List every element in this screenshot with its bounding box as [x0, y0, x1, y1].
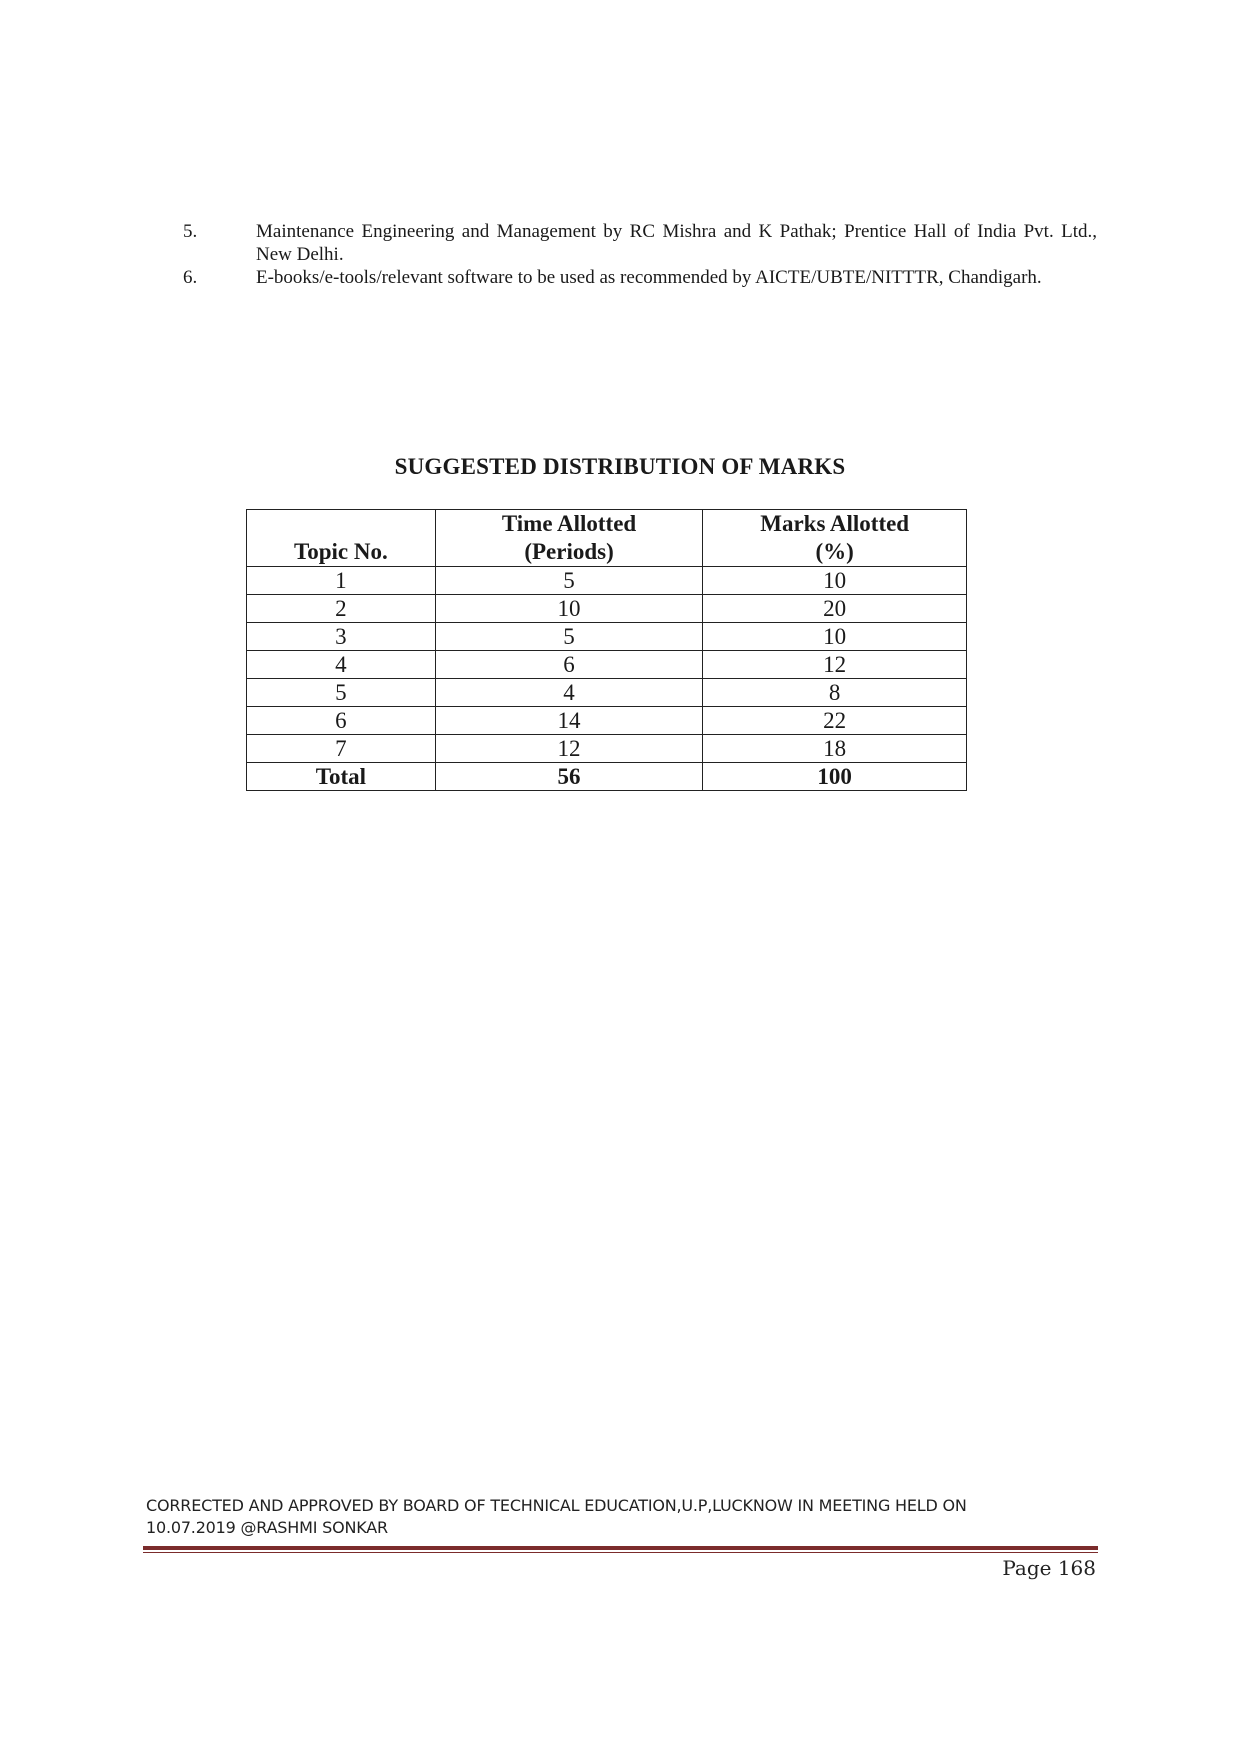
- header-time-line2: (Periods): [524, 539, 614, 564]
- reference-text: E-books/e-tools/relevant software to be used as recommended by AICTE/UBTE/NITTTR, Chandigarh.: [256, 267, 1042, 288]
- cell-total-time: 56: [435, 763, 703, 791]
- reference-number: 6.: [183, 267, 198, 288]
- footer-divider-thin: [143, 1552, 1098, 1553]
- cell-topic: 1: [247, 567, 436, 595]
- reference-list: [183, 220, 1097, 289]
- header-topic: Topic No.: [247, 510, 436, 567]
- table-row: [247, 707, 967, 735]
- header-marks: [703, 510, 967, 567]
- cell-time: 12: [435, 735, 703, 763]
- table-row: [247, 651, 967, 679]
- marks-distribution-table: [246, 509, 967, 791]
- cell-topic: 5: [247, 679, 436, 707]
- footer-approval-note: [146, 1495, 1106, 1539]
- page-number: Page 168: [1002, 1556, 1096, 1580]
- cell-marks: 10: [703, 567, 967, 595]
- cell-time: 4: [435, 679, 703, 707]
- header-marks-line1: Marks Allotted: [760, 511, 910, 536]
- reference-text: Maintenance Engineering and Management by RC Mishra and K Pathak; Prentice Hall of India Pvt. Ltd., New Delhi.: [256, 221, 1097, 265]
- cell-topic: 7: [247, 735, 436, 763]
- cell-topic: 3: [247, 623, 436, 651]
- table-row: [247, 623, 967, 651]
- table-row: [247, 735, 967, 763]
- cell-marks: 8: [703, 679, 967, 707]
- header-time: [435, 510, 703, 567]
- cell-time: 10: [435, 595, 703, 623]
- cell-total-marks: 100: [703, 763, 967, 791]
- table-row: [247, 595, 967, 623]
- cell-marks: 20: [703, 595, 967, 623]
- reference-number: 5.: [183, 221, 198, 242]
- cell-topic: 6: [247, 707, 436, 735]
- reference-item: [183, 266, 1097, 289]
- footer-divider: [143, 1546, 1098, 1550]
- cell-time: 6: [435, 651, 703, 679]
- cell-topic: 2: [247, 595, 436, 623]
- footer-line-1: CORRECTED AND APPROVED BY BOARD OF TECHNICAL EDUCATION,U.P,LUCKNOW IN MEETING HELD ON: [146, 1496, 967, 1515]
- cell-marks: 18: [703, 735, 967, 763]
- cell-time: 5: [435, 567, 703, 595]
- header-marks-line2: (%): [815, 539, 854, 564]
- header-time-line1: Time Allotted: [501, 511, 637, 536]
- cell-marks: 10: [703, 623, 967, 651]
- cell-marks: 22: [703, 707, 967, 735]
- cell-total-label: Total: [247, 763, 436, 791]
- table-total-row: [247, 763, 967, 791]
- reference-item: [183, 220, 1097, 266]
- cell-time: 5: [435, 623, 703, 651]
- section-title: SUGGESTED DISTRIBUTION OF MARKS: [394, 454, 846, 479]
- footer-line-2: 10.07.2019 @RASHMI SONKAR: [146, 1518, 388, 1537]
- table-row: [247, 679, 967, 707]
- table-header-row: [247, 510, 967, 567]
- table-row: [247, 567, 967, 595]
- cell-time: 14: [435, 707, 703, 735]
- cell-marks: 12: [703, 651, 967, 679]
- cell-topic: 4: [247, 651, 436, 679]
